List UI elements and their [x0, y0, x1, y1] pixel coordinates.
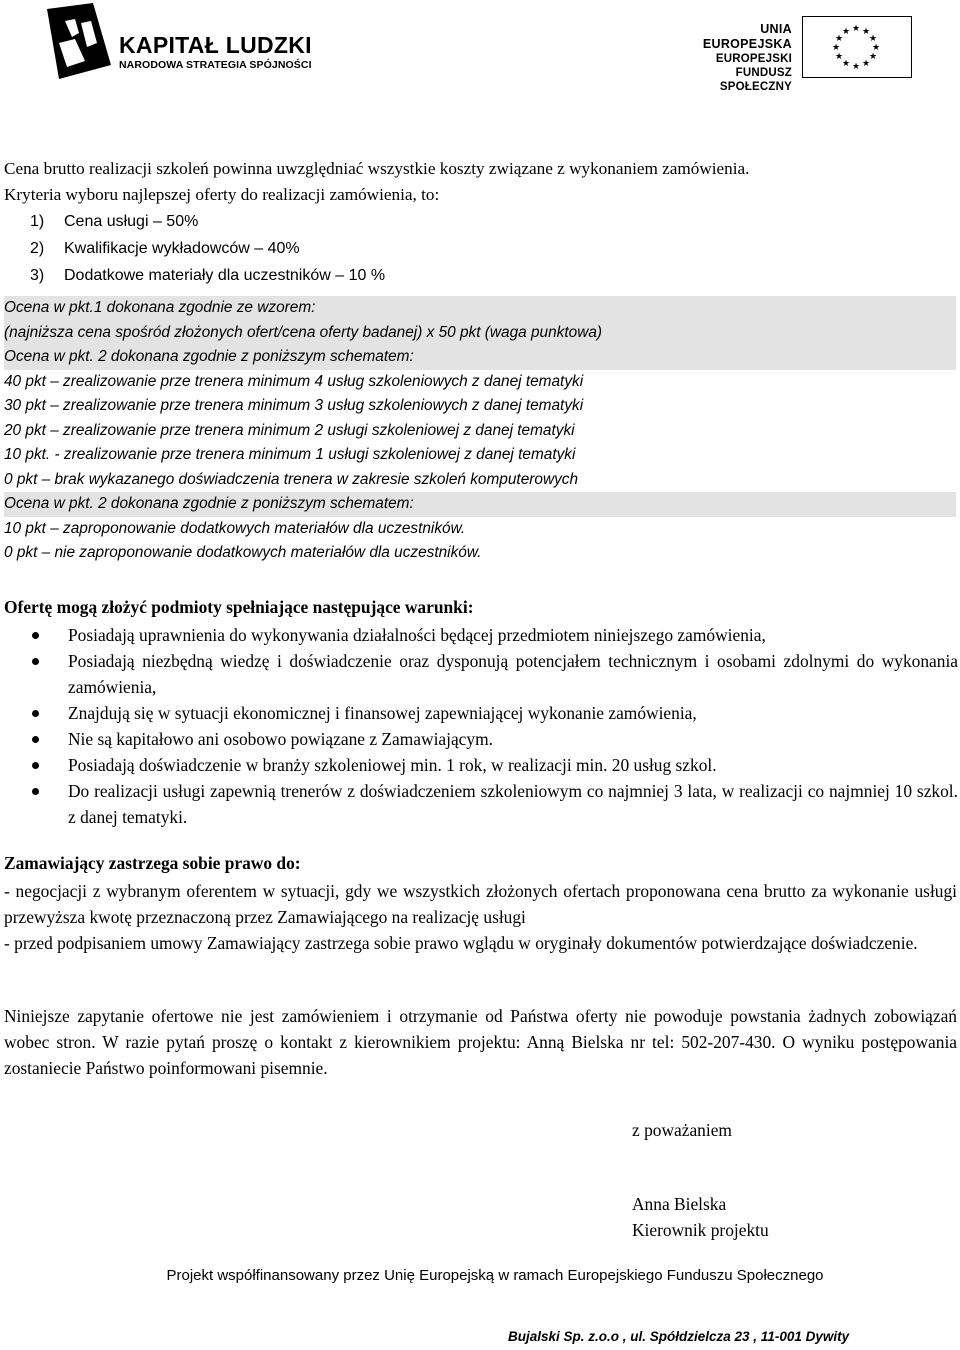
svg-text:★: ★ — [868, 52, 878, 62]
svg-text:★: ★ — [861, 27, 871, 37]
criteria-line: Ocena w pkt. 2 dokonana zgodnie z poniższym schematem: — [4, 492, 956, 517]
list-text: Cena usługi – 50% — [64, 213, 199, 230]
criteria-line: 30 pkt – zrealizowanie prze trenera minimum 3 usług szkoleniowych z danej tematyki — [4, 397, 584, 414]
eu-line3: FUNDUSZ SPOŁECZNY — [719, 67, 792, 93]
rights-title: Zamawiający zastrzega sobie prawo do: — [4, 853, 301, 873]
criteria-line: 40 pkt – zrealizowanie prze trenera minimum 4 usług szkoleniowych z danej tematyki — [4, 372, 584, 390]
svg-text:★: ★ — [841, 27, 851, 37]
list-item — [30, 235, 959, 262]
signature-name: Anna Bielska — [632, 1194, 727, 1214]
list-number: 2) — [30, 240, 45, 257]
criteria-line: Ocena w pkt. 2 dokonana zgodnie z poniższym schematem: — [4, 345, 956, 370]
list-item — [30, 262, 959, 289]
criteria-line: Ocena w pkt.1 dokonana zgodnie ze wzorem: — [4, 296, 956, 321]
intro-section — [4, 156, 959, 289]
criteria-weights-list — [4, 208, 959, 289]
criteria-line: 0 pkt – nie zaproponowanie dodatkowych materiałów dla uczestników. — [4, 544, 482, 561]
signature-greeting: z poważaniem — [632, 1120, 732, 1140]
eu-line1: UNIA EUROPEJSKA — [702, 22, 792, 51]
svg-text:★: ★ — [851, 62, 861, 72]
svg-text:★: ★ — [861, 59, 871, 69]
svg-text:★: ★ — [834, 52, 844, 62]
criteria-line: 10 pkt – zaproponowanie dodatkowych materiałów dla uczestników. — [4, 519, 466, 537]
eu-line2: EUROPEJSKI — [715, 53, 792, 65]
svg-text:★: ★ — [868, 34, 878, 44]
criteria-line: (najniższa cena spośród złożonych ofert/cena oferty badanej) x 50 pkt (waga punktowa) — [4, 321, 956, 346]
list-item — [30, 208, 959, 235]
footer-address: Bujalski Sp. z.o.o , ul. Spółdzielcza 23 , 11-001 Dywity — [508, 1329, 850, 1344]
svg-text:★: ★ — [871, 43, 881, 53]
list-item: Posiadają niezbędną wiedzę i doświadczenie oraz dysponują potencjałem technicznym i osobami zdolnymi do wykonania zamówienia, — [30, 648, 958, 700]
list-text: Dodatkowe materiały dla uczestników – 10 % — [64, 267, 386, 284]
scoring-criteria — [4, 296, 956, 566]
signature-role: Kierownik projektu — [632, 1220, 769, 1240]
criteria-line: 20 pkt – zrealizowanie prze trenera minimum 2 usługi szkoleniowej z danej tematyki — [4, 421, 575, 439]
rights-paragraph-2: - przed podpisaniem umowy Zamawiający zastrzega sobie prawo wglądu w oryginały dokumentów potwierdzające doświadczenie. — [4, 933, 918, 953]
rights-paragraph-1: - negocjacji z wybranym oferentem w sytuacji, gdy we wszystkich złożonych ofertach proponowana cena brutto za wykonanie usługi przewyższa kwotę przeznaczoną przez Zamawiającego na realizację usługi — [4, 881, 957, 927]
kapital-ludzki-logo — [45, 3, 345, 81]
eu-flag-icon — [802, 16, 912, 78]
list-item: Do realizacji usługi zapewnią trenerów z doświadczeniem szkoleniowym co najmniej 3 lata, w realizacji co najmniej 10 szkol. z danej tematyki. — [30, 778, 958, 830]
criteria-line: 10 pkt. - zrealizowanie prze trenera minimum 1 usługi szkoleniowej z danej tematyki — [4, 446, 576, 463]
conditions-title: Ofertę mogą złożyć podmioty spełniające następujące warunki: — [4, 597, 474, 617]
list-item: Znajdują się w sytuacji ekonomicznej i finansowej zapewniającej wykonanie zamówienia, — [30, 700, 958, 726]
conditions-list — [30, 622, 958, 830]
kapital-ludzki-emblem-icon — [45, 3, 115, 79]
kapital-ludzki-subtitle: NARODOWA STRATEGIA SPÓJNOŚCI — [119, 59, 312, 71]
list-item: Posiadają uprawnienia do wykonywania działalności będącej przedmiotem niniejszego zamówienia, — [30, 622, 958, 648]
intro-line-1: Cena brutto realizacji szkoleń powinna uwzględniać wszystkie koszty związane z wykonaniem zamówienia. — [4, 159, 750, 178]
svg-text:★: ★ — [841, 59, 851, 69]
list-item: Posiadają doświadczenie w branży szkoleniowej min. 1 rok, w realizacji min. 20 usług szkol. — [30, 752, 958, 778]
list-text: Kwalifikacje wykładowców – 40% — [64, 240, 300, 257]
eu-logo — [682, 16, 922, 93]
footer-cofinancing: Projekt współfinansowany przez Unię Europejską w ramach Europejskiego Funduszu Społecznego — [166, 1267, 824, 1284]
rights-section — [4, 878, 957, 956]
list-number: 1) — [30, 213, 45, 230]
list-item: Nie są kapitałowo ani osobowo powiązane z Zamawiającym. — [30, 726, 958, 752]
criteria-line: 0 pkt – brak wykazanego doświadczenia trenera w zakresie szkoleń komputerowych — [4, 470, 579, 488]
intro-line-2: Kryteria wyboru najlepszej oferty do realizacji zamówienia, to: — [4, 185, 440, 204]
svg-text:★: ★ — [851, 24, 861, 34]
closing-paragraph: Niniejsze zapytanie ofertowe nie jest zamówieniem i otrzymanie od Państwa oferty nie powoduje powstania żadnych zobowiązań wobec stron. W razie pytań proszę o kontakt z kierownikiem projektu: Anną Bielska nr tel: 502-207-430. O wyniku postępowania zostaniecie Państwo poinformowani pisemnie. — [4, 1006, 957, 1078]
svg-text:★: ★ — [831, 43, 841, 53]
kapital-ludzki-title: KAPITAŁ LUDZKI — [119, 32, 312, 58]
svg-text:★: ★ — [834, 34, 844, 44]
list-number: 3) — [30, 267, 45, 284]
